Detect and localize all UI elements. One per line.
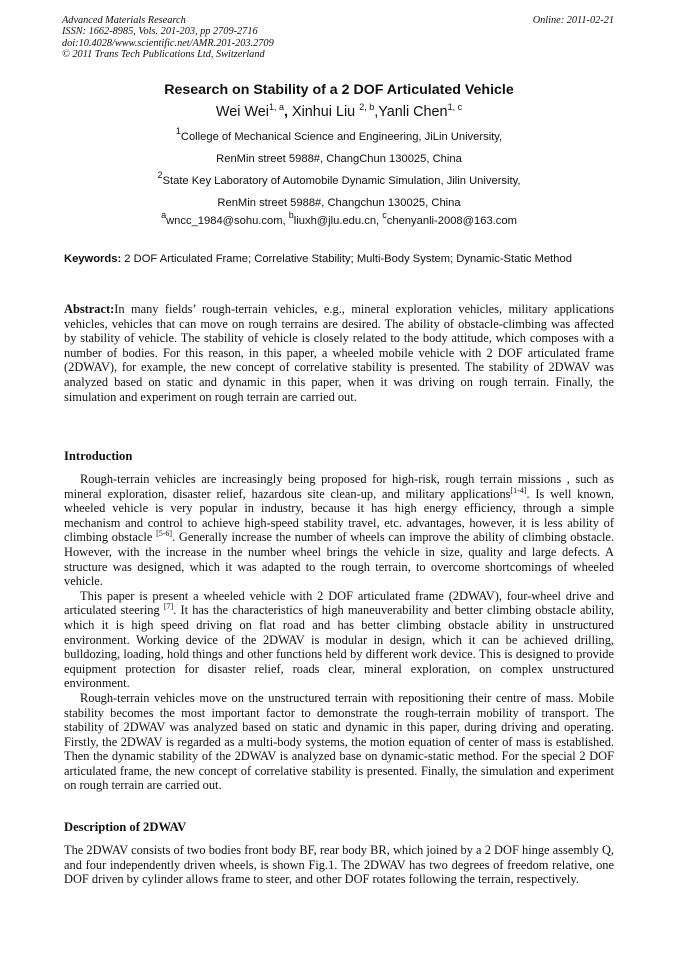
paragraph: Rough-terrain vehicles are increasingly being proposed for high-risk, rough terrain missions , such as mineral exploration, disaster relief, hazardous site clean-up, and military applications[1-4]. Is well known, wheeled vehicle is very popular in industry, because it has high energy efficiency, through a simple mechanism and control to achieve high-speed stability travel, etc. advantages, however, it is less ability of climbing obstacle [5-6]. Generally increase the number of wheels can improve the ability of climbing obstacle. However, with the increase in the number wheel brings the vehicle in size, quality and large defects. A structure was designed, which it was adapted to the rough terrain, to overcome shortcomings of wheeled vehicle.: [64, 472, 615, 589]
citation: [7]: [163, 602, 174, 612]
affiliation-mark: 2: [157, 170, 163, 180]
author-name: Yanli Chen: [378, 104, 448, 120]
abstract-paragraph: [64, 302, 614, 404]
author-separator: ,: [374, 104, 379, 120]
section-heading-description: Description of 2DWAV: [64, 820, 187, 834]
abstract-block: [64, 302, 614, 404]
email-a[interactable]: wncc_1984@sohu.com,: [166, 215, 289, 227]
affiliation-address: RenMin street 5988#, Changchun 130025, China: [217, 197, 461, 209]
keywords-text: 2 DOF Articulated Frame; Correlative Stability; Multi-Body System; Dynamic-Static Method: [121, 253, 572, 265]
email-mark: b: [288, 210, 294, 220]
email-c[interactable]: chenyanli-2008@163.com: [386, 215, 517, 227]
section-heading-introduction: Introduction: [64, 449, 133, 463]
keywords-label: Keywords:: [64, 253, 122, 265]
author-separator: ,: [283, 104, 292, 120]
paragraph: The 2DWAV consists of two bodies front body BF, rear body BR, which joined by a 2 DOF hinge assembly Q, and four independently driven wheels, is shown Fig.1. The 2DWAV has two degrees of freedom relative, one DOF driven by cylinder allows frame to steer, and other DOF rotates following the terrain, respectively.: [64, 843, 614, 887]
abstract-text: In many fields’ rough-terrain vehicles, e.g., mineral exploration vehicles, military applications vehicles, vehicles that can move on rough terrains are desired. The ability of obstacle-climbing was affected by stability of vehicle. The stability of vehicle is closely related to the body attitude, which composes with a number of bodies. For this reason, in this paper, a wheeled mobile vehicle with 2 DOF articulated frame (2DWAV), for example, the new concept of correlative stability is presented. The stability of 2DWAV was analyzed based on static and dynamic in this paper, when it was driving on rough terrain. Finally, the simulation and experiment on rough terrain are carried out.: [64, 302, 614, 404]
affiliation-address: RenMin street 5988#, ChangChun 130025, China: [216, 153, 462, 165]
email-mark: c: [382, 210, 387, 220]
abstract-label: Abstract:: [64, 302, 115, 316]
email-b[interactable]: liuxh@jlu.edu.cn,: [293, 215, 383, 227]
copyright-line: © 2011 Trans Tech Publications Ltd, Switzerland: [62, 49, 265, 61]
affiliation-2: [0, 170, 678, 214]
paper-title: Research on Stability of a 2 DOF Articulated Vehicle: [164, 82, 514, 98]
author-affiliation-mark: 1, a: [268, 102, 284, 112]
issn-line: ISSN: 1662-8985, Vols. 201-203, pp 2709-2716: [62, 26, 258, 38]
author-affiliation-mark: 2, b: [359, 102, 375, 112]
affiliation-line: $^1$College of Mechanical Science and Engineering, JiLin University,: [175, 126, 503, 143]
affiliation-line: $^2$State Key Laboratory of Automobile Dynamic Simulation, Jilin University,: [157, 170, 521, 187]
author-affiliation-mark: 1, c: [447, 102, 463, 112]
author-name: Wei Wei: [215, 104, 269, 120]
doi-line: doi:10.4028/www.scientific.net/AMR.201-203.2709: [62, 37, 274, 49]
author-name: Xinhui Liu: [291, 104, 360, 120]
paragraph: This paper is present a wheeled vehicle with 2 DOF articulated frame (2DWAV), four-wheel drive and articulated steering [7]. It has the characteristics of high maneuverability and better climbing obstacle ability, which it is high speed driving on flat road and has better climbing obstacle ability in unstructured environment. Working device of the 2DWAV is modular in design, which it can be achieved drilling, bulldozing, loading, hold things and other functions held by different work device. This is designed to provide equipment protection for disaster relief, roads clear, mineral exploration, on complex unstructured environment.: [64, 588, 614, 691]
journal-name: Advanced Materials Research: [62, 15, 186, 26]
paragraph: Rough-terrain vehicles move on the unstructured terrain with repositioning their centre of mass. Mobile stability becomes the most important factor to demonstrate the rough-terrain mobility of transport. The stability of 2DWAV was analyzed based on static and dynamic in this paper, during driving and operating. Firstly, the 2DWAV is regarded as a multi-body systems, the motion equation of center of mass is established. Then the dynamic stability of the 2DWAV is analyzed base on dynamic-static method. For the special 2 DOF articulated frame, the new concept of correlative stability is presented. Finally, the simulation and experiment on rough terrain are carried out.: [64, 690, 614, 793]
author-list: [0, 104, 678, 120]
introduction-body: [64, 472, 614, 793]
citation: [1-4]: [510, 485, 527, 495]
description-body: [64, 843, 614, 887]
affiliation-mark: 1: [175, 126, 181, 136]
citation: [5-6]: [156, 529, 173, 539]
keywords-block: [64, 252, 614, 267]
journal-header: [62, 15, 614, 61]
online-date: Online: 2011-02-21: [532, 15, 614, 26]
affiliation-1: [0, 126, 678, 170]
email-mark: a: [161, 210, 167, 220]
author-emails: [0, 210, 678, 227]
